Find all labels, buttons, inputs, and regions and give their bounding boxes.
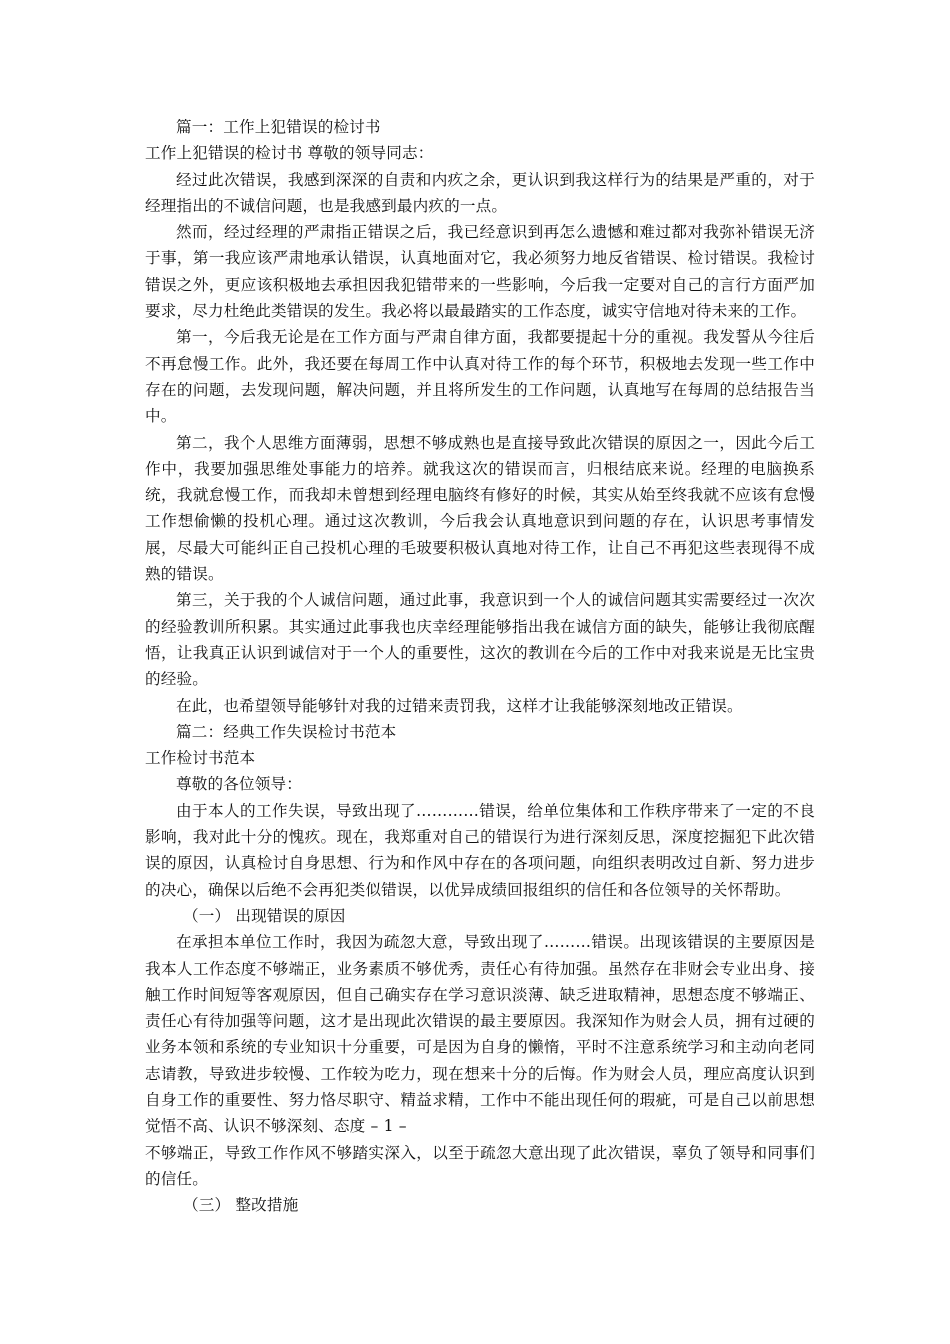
article-two-title: 篇二：经典工作失误检讨书范本 [176,722,397,741]
body-paragraph: 在此，也希望领导能够针对我的过错来责罚我，这样才让我能够深刻地改正错误。 [176,696,743,715]
article-one-title: 篇一：工作上犯错误的检讨书 [176,118,381,136]
salutation: 尊敬的各位领导： [176,775,302,794]
body-paragraph: 第三，关于我的个人诚信问题，通过此事，我意识到一个人的诚信问题其实需要经过一次次的经验教训所积累。其实通过此事我也庆幸经理能够指出我在诚信方面的缺失，能够让我彻底醒悟，让我真正认识到诚信对于一个人的重要性，这次的教训在今后的工作中对我来说是无比宝贵的经验。 [145,591,815,689]
body-paragraph: 第二，我个人思维方面薄弱，思想不够成熟也是直接导致此次错误的原因之一，因此今后工作中，我要加强思维处事能力的培养。就我这次的错误而言，归根结底来说。经理的电脑换系统，我就怠慢工作，而我却未曾想到经理电脑终有修好的时候，其实从始至终我就不应该有怠慢工作想偷懒的投机心理。通过这次教训，今后我会认真地意识到问题的存在，认识思考事情发展，尽最大可能纠正自己投机心理的毛玻要积极认真地对待工作，让自己不再犯这些表现得不成熟的错误。 [145,433,815,584]
body-paragraph: 在承担本单位工作时，我因为疏忽大意，导致出现了………错误。出现该错误的主要原因是我本人工作态度不够端正，业务素质不够优秀，责任心有待加强。虽然存在非财会专业出身、接触工作时间短等客观原因，但自己确实存在学习意识淡薄、缺乏进取精神，思想态度不够端正、责任心有待加强等问题，这才是出现此次错误的最主要原因。我深知作为财会人员，拥有过硬的业务本领和系统的专业知识十分重要，可是因为自身的懒惰，平时不注意系统学习和主动向老同志请教，导致进步较慢、工作较为吃力，现在想来十分的后悔。作为财会人员，理应高度认识到自身工作的重要性、努力恪尽职守、精益求精，工作中不能出现任何的瑕疵，可是自己以前思想觉悟不高、认识不够深刻、态度 – 1 – [145,933,815,1136]
body-paragraph-continued: 不够端正，导致工作作风不够踏实深入，以至于疏忽大意出现了此次错误，辜负了领导和同事们的信任。 [145,1143,815,1188]
body-paragraph: 经过此次错误，我感到深深的自责和内疚之余，更认识到我这样行为的结果是严重的，对于经理指出的不诚信问题，也是我感到最内疚的一点。 [145,170,815,215]
article-one-heading-salutation: 工作上犯错误的检讨书 尊敬的领导同志： [145,144,434,163]
section-heading: （三） 整改措施 [183,1196,299,1215]
body-paragraph: 第一，今后我无论是在工作方面与严肃自律方面，我都要提起十分的重视。我发誓从今往后不再怠慢工作。此外，我还要在每周工作中认真对待工作的每个环节，积极地去发现一些工作中存在的问题，去发现问题，解决问题，并且将所发生的工作问题，认真地写在每周的总结报告当中。 [145,328,815,426]
body-paragraph: 由于本人的工作失误，导致出现了…………错误，给单位集体和工作秩序带来了一定的不良影响，我对此十分的愧疚。现在，我郑重对自己的错误行为进行深刻反思，深度挖掘犯下此次错误的原因，认真检讨自身思想、行为和作风中存在的各项问题，向组织表明改过自新、努力进步的决心，确保以后绝不会再犯类似错误，以优异成绩回报组织的信任和各位领导的关怀帮助。 [145,801,815,899]
article-two-heading: 工作检讨书范本 [145,749,256,768]
document-body [145,114,815,1218]
section-heading: （一） 出现错误的原因 [183,906,346,925]
body-paragraph: 然而，经过经理的严肃指正错误之后，我已经意识到再怎么遗憾和难过都对我弥补错误无济于事，第一我应该严肃地承认错误，认真地面对它，我必须努力地反省错误、检讨错误。我检讨错误之外，更应该积极地去承担因我犯错带来的一些影响，今后我一定要对自己的言行方面严加要求，尽力杜绝此类错误的发生。我必将以最最踏实的工作态度，诚实守信地对待未来的工作。 [145,223,815,321]
